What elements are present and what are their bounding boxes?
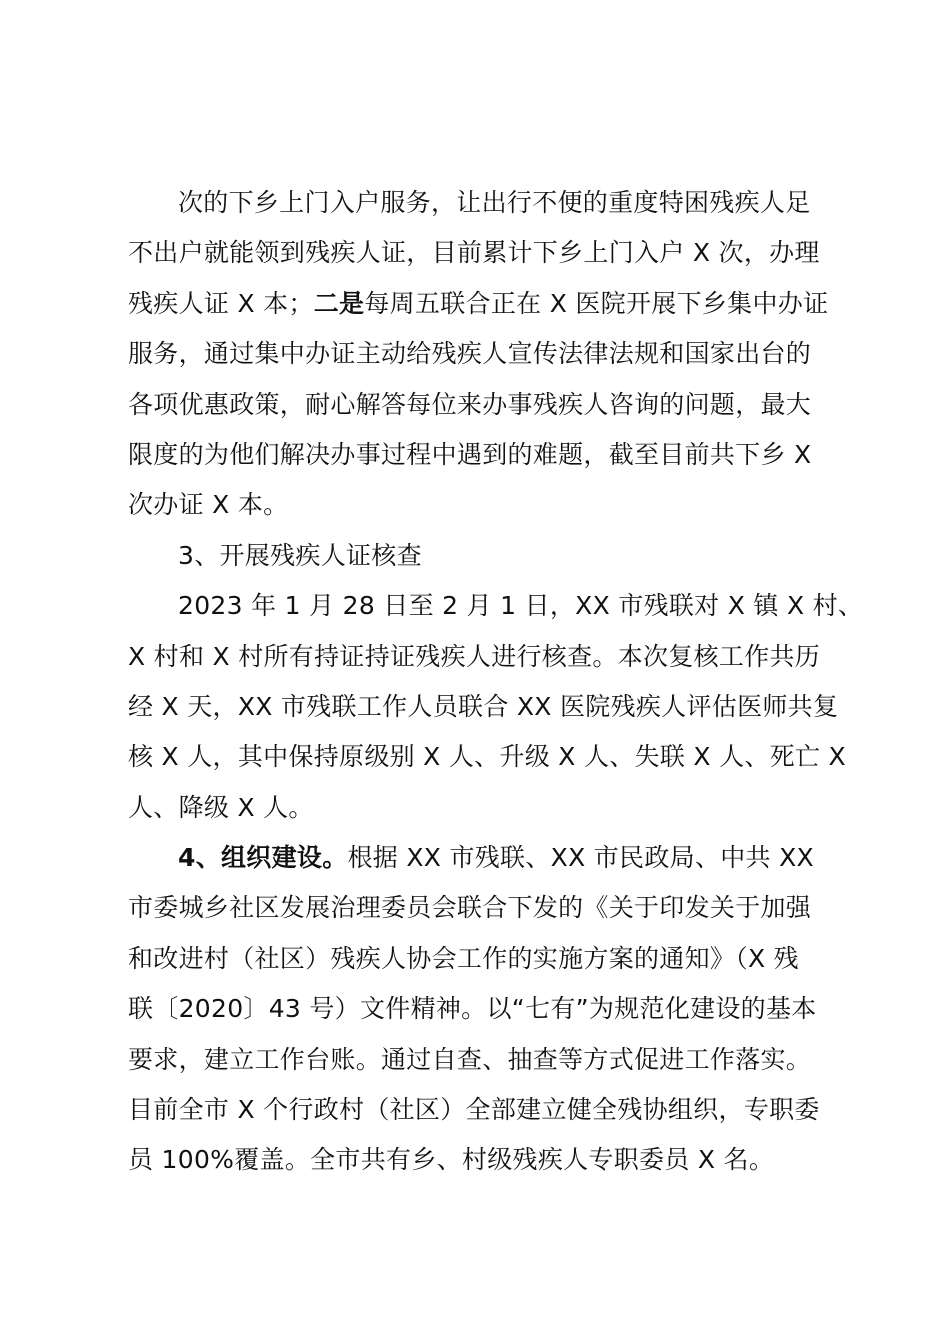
- text-segment: 目前全市 X 个行政村（社区）全部建立健全残协组织，专职委: [128, 1095, 820, 1125]
- paragraph-service: [128, 178, 833, 531]
- text-line: [128, 228, 833, 278]
- text-segment: 根据 XX 市残联、XX 市民政局、中共 XX: [347, 843, 814, 873]
- text-segment: 核 X 人，其中保持原级别 X 人、升级 X 人、失联 X 人、死亡 X: [128, 742, 846, 772]
- text-line: [128, 380, 833, 430]
- heading-text: 3、开展残疾人证核查: [178, 540, 422, 570]
- text-line: [128, 329, 833, 379]
- text-segment: 次的下乡上门入户服务，让出行不便的重度特困残疾人足: [178, 188, 811, 217]
- text-line: [128, 1035, 833, 1085]
- text-line: [128, 430, 833, 480]
- text-segment: 各项优惠政策，耐心解答每位来办事残疾人咨询的问题，最大: [128, 389, 812, 419]
- text-segment: 要求，建立工作台账。通过自查、抽查等方式促进工作落实。: [128, 1044, 812, 1074]
- text-line: [128, 883, 833, 933]
- document-page: [128, 178, 864, 1186]
- text-line: [128, 732, 846, 782]
- text-segment: 残疾人证 X 本；: [128, 288, 314, 318]
- heading-line: [128, 531, 833, 581]
- text-segment: 和改进村（社区）残疾人协会工作的实施方案的通知》（X 残: [128, 943, 799, 973]
- section-heading-4: 4、组织建设。: [178, 843, 348, 873]
- text-line: [128, 833, 833, 883]
- text-line: [128, 581, 864, 631]
- text-segment: 员 100%覆盖。全市共有乡、村级残疾人专职委员 X 名。: [128, 1145, 775, 1175]
- text-line: [128, 1085, 833, 1135]
- text-segment: 联〔2020〕43 号）文件精神。以“七有”为规范化建设的基本: [128, 994, 817, 1024]
- text-segment: 人、降级 X 人。: [128, 792, 314, 822]
- text-segment: 次办证 X 本。: [128, 490, 289, 520]
- paragraph-verification: [128, 581, 864, 833]
- section-heading-3: [128, 531, 833, 581]
- text-segment: 服务，通过集中办证主动给残疾人宣传法律法规和国家出台的: [128, 339, 812, 369]
- text-line: [128, 783, 833, 833]
- text-line: [128, 178, 833, 228]
- text-line: [128, 632, 833, 682]
- text-line: [128, 682, 839, 732]
- text-line: [128, 1135, 833, 1185]
- text-segment: 限度的为他们解决办事过程中遇到的难题，截至目前共下乡 X: [128, 439, 812, 469]
- text-line: [128, 279, 833, 329]
- text-line: [128, 934, 833, 984]
- text-segment: 经 X 天，XX 市残联工作人员联合 XX 医院残疾人评估医师共复: [128, 691, 839, 721]
- text-segment: 2023 年 1 月 28 日至 2 月 1 日，XX 市残联对 X 镇 X 村、: [178, 591, 864, 621]
- text-segment: 市委城乡社区发展治理委员会联合下发的《关于印发关于加强: [128, 893, 812, 923]
- text-segment: 每周五联合正在 X 医院开展下乡集中办证: [364, 288, 829, 318]
- paragraph-organization: [128, 833, 833, 1186]
- bold-label-second: 二是: [313, 288, 365, 318]
- text-segment: 不出户就能领到残疾人证，目前累计下乡上门入户 X 次，办理: [128, 238, 820, 268]
- text-line: [128, 480, 833, 530]
- text-line: [128, 984, 833, 1034]
- text-segment: X 村和 X 村所有持证持证残疾人进行核查。本次复核工作共历: [128, 641, 821, 671]
